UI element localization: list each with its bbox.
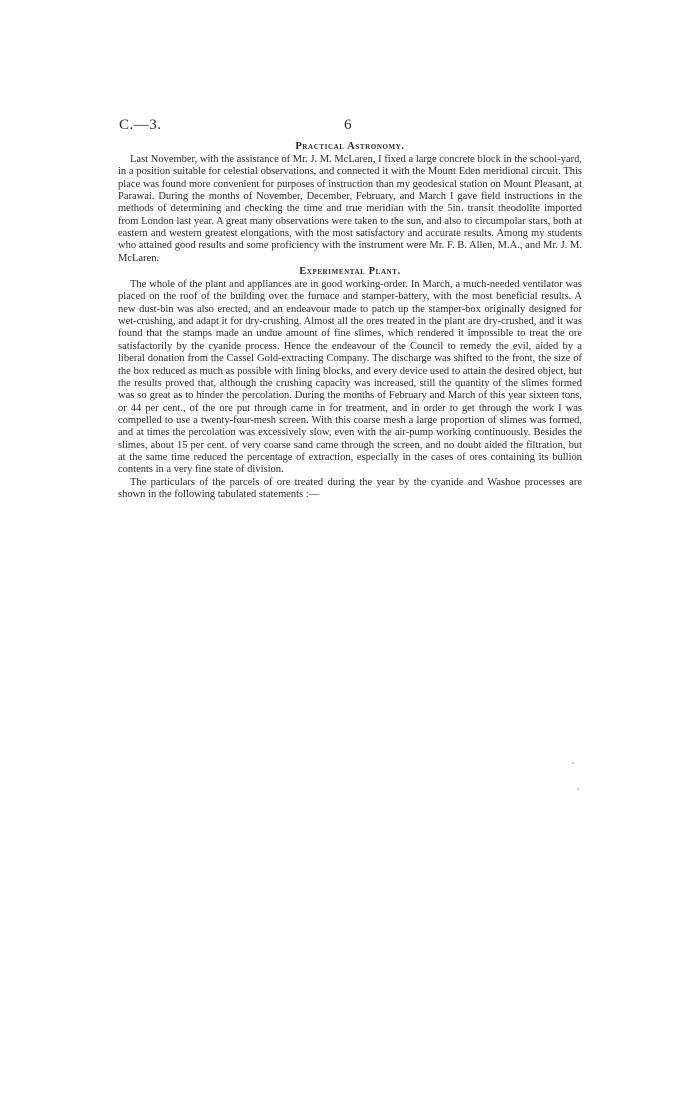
document-reference: C.—3. — [119, 117, 162, 133]
page-header — [0, 117, 700, 137]
section-practical-astronomy — [118, 140, 582, 265]
paragraph: The whole of the plant and appliances are in good working-order. In March, a much-needed ventilator was placed on the roof of the building over the furnace and stamper-battery, with the most beneficial results. A new dust-bin was also erected, and an endeavour made to patch up the stamper-box originally designed for wet-crushing, and adapt it for dry-crushing. Almost all the ores treated in the plant are dry-crushed, and it was found that the stamps made an undue amount of fine slimes, which rendered it impossible to treat the ore satisfactorily by the cyanide process. Hence the endeavour of the Council to remedy the evil, aided by a liberal donation from the Cassel Gold-extracting Company. The discharge was shifted to the front, the size of the box reduced as much as possible with lining blocks, and every device used to attain the desired object, but the results proved that, although the crushing capacity was increased, still the quantity of the slimes formed was so great as to hinder the percolation. During the months of February and March of this year sixteen tons, or 44 per cent., of the ore put through came in for treatment, and in order to get through the work I was compelled to use a twenty-four-mesh screen. With this coarse mesh a large proportion of slimes was formed, and at times the percolation was excessively slow, even with the air-pump working continuously. Besides the slimes, about 15 per cent. of very coarse sand came through the screen, and no doubt aided the filtration, but at the same time reduced the percentage of extraction, especially in the cases of ores containing its bullion contents in a very fine state of division. — [118, 279, 582, 476]
document-body — [118, 140, 582, 501]
paragraph: Last November, with the assistance of Mr. J. M. McLaren, I fixed a large concrete block in the school-yard, in a position suitable for celestial observations, and connected it with the Mount Eden meridional circuit. This place was found more convenient for purposes of instruction than my geodesical station on Mount Pleasant, at Parawai. During the months of November, December, February, and March I gave field instructions in the methods of determining and checking the time and true meridian with the 5in. transit theodolite imported from London last year. A great many observations were taken to the sun, and also to circumpolar stars, both at eastern and western greatest elongations, with the most satisfactory and accurate results. Among my students who attained good results and some proficiency with the instrument were Mr. F. B. Allen, M.A., and Mr. J. M. McLaren. — [118, 154, 582, 264]
section-heading: Practical Astronomy. — [295, 141, 405, 152]
scan-speck — [572, 762, 574, 764]
paragraph: The particulars of the parcels of ore treated during the year by the cyanide and Washoe processes are shown in the following tabulated statements :— — [118, 476, 582, 500]
section-experimental-plant — [118, 265, 582, 501]
scan-speck — [577, 788, 579, 790]
page-number: 6 — [344, 117, 352, 133]
section-heading: Experimental Plant. — [299, 266, 401, 278]
